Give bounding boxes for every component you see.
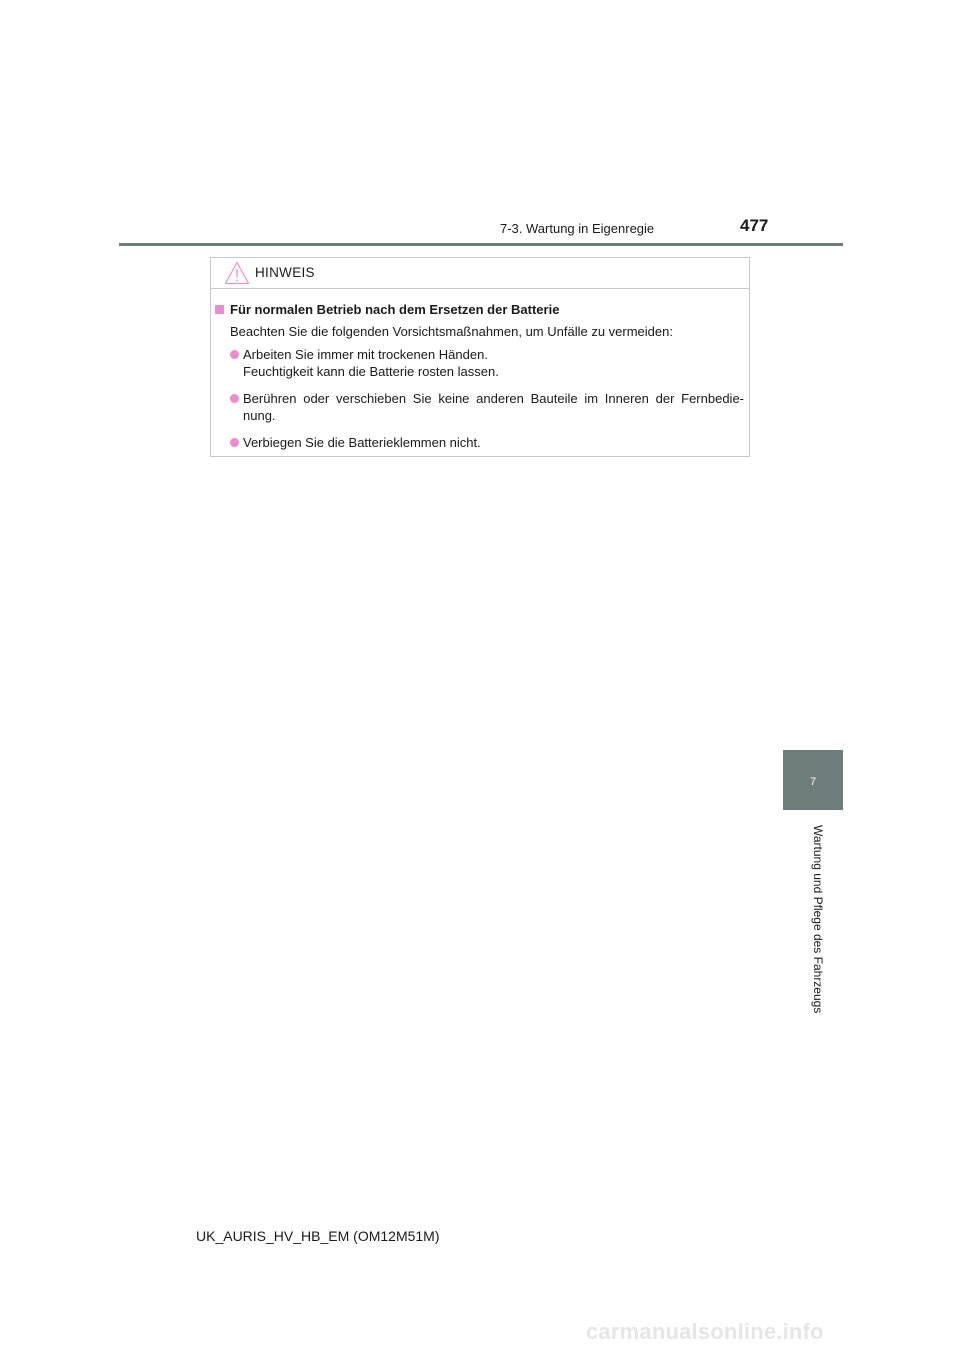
notice-intro: Beachten Sie die folgenden Vorsichtsmaßnahmen, um Unfälle zu vermeiden: [230,324,673,339]
list-item-line: nung. [243,408,276,423]
list-item [230,390,744,424]
page-number: 477 [740,216,769,235]
notice-heading [215,302,559,317]
list-item-line: Verbiegen Sie die Batterieklemmen nicht. [243,435,481,450]
list-item-line: Arbeiten Sie immer mit trockenen Händen. [243,347,488,362]
round-bullet-icon [230,350,239,359]
round-bullet-icon [230,438,239,447]
section-title: 7-3. Wartung in Eigenregie [500,221,655,236]
round-bullet-icon [230,394,239,403]
list-item-line: Feuchtigkeit kann die Batterie rosten lassen. [243,364,499,379]
list-item [230,346,744,380]
watermark[interactable]: carmanualsonline.info [586,1319,824,1344]
chapter-number: 7 [809,776,817,788]
header-rule [119,243,843,246]
notice-heading-text: Für normalen Betrieb nach dem Ersetzen der Batterie [230,302,560,317]
square-bullet-icon [215,305,224,314]
notice-box [210,257,750,457]
list-item [230,434,744,451]
chapter-label: Wartung und Pflege des Fahrzeugs [811,825,825,1014]
notice-header [211,258,749,289]
notice-title: HINWEIS [255,265,315,280]
warning-triangle-icon [224,261,250,285]
list-item-line: Berühren oder verschieben Sie keine anderen Bauteile im Inneren der Fernbedie- [243,391,744,406]
footer-code: UK_AURIS_HV_HB_EM (OM12M51M) [196,1228,440,1244]
chapter-tab [783,750,843,810]
